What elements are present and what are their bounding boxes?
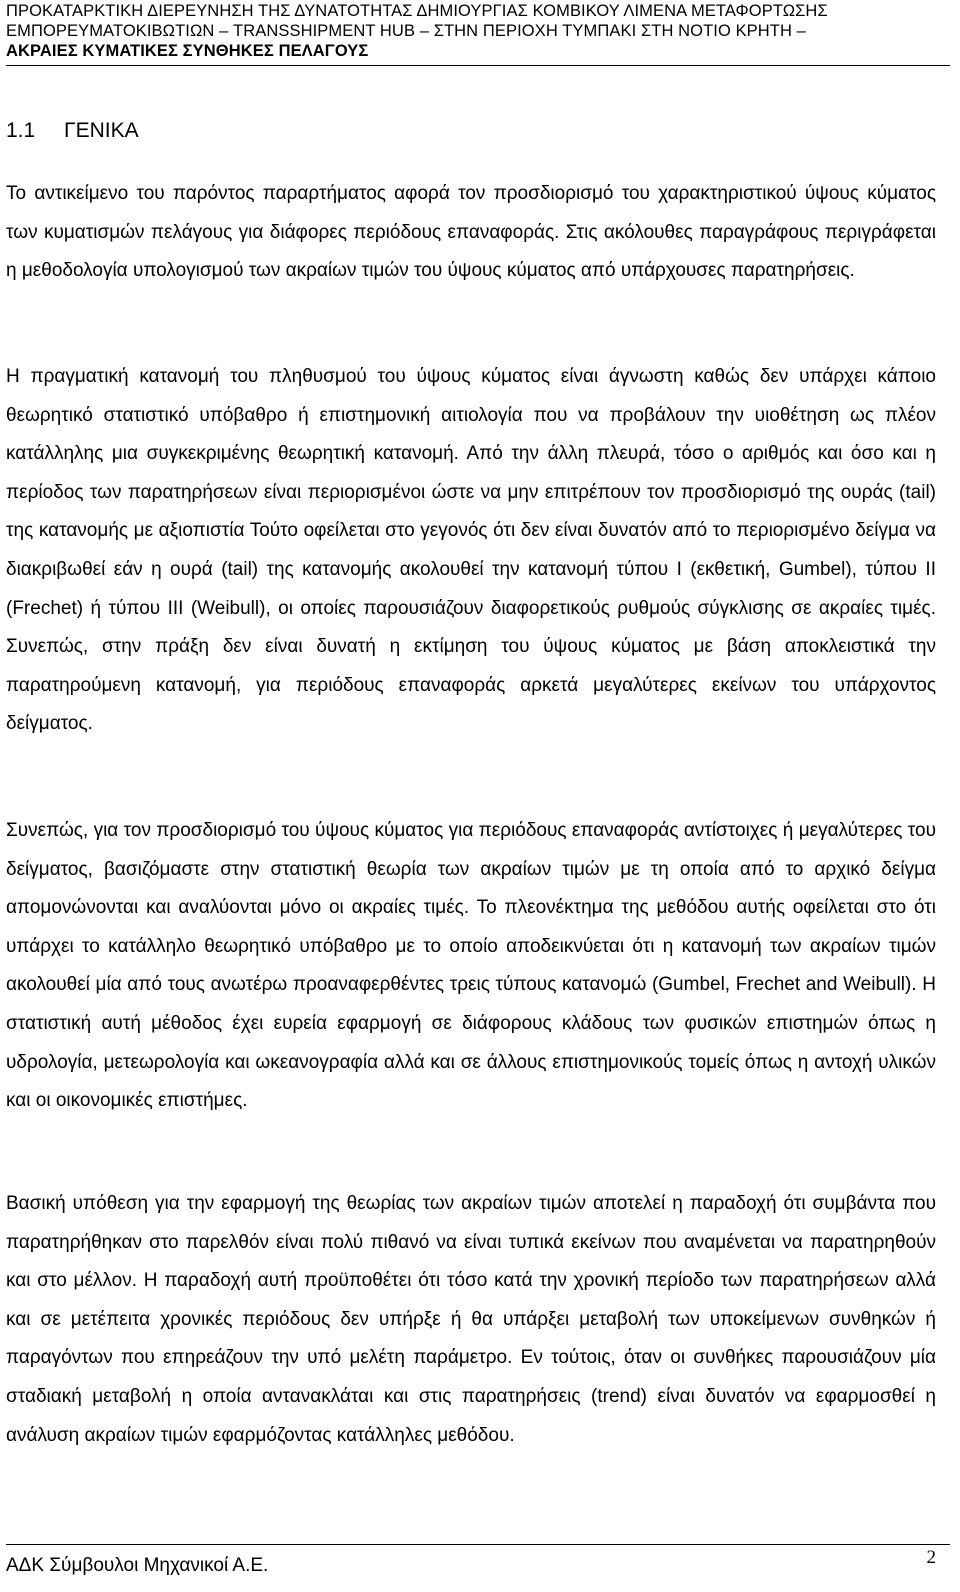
section-title: ΓΕΝΙΚΑ	[64, 119, 139, 142]
header-subtitle: ΑΚΡΑΙΕΣ ΚΥΜΑΤΙΚΕΣ ΣΥΝΘΗΚΕΣ ΠΕΛΑΓΟΥΣ	[6, 42, 369, 60]
paragraph-intro: Το αντικείμενο του παρόντος παραρτήματος αφορά τον προσδιορισμό του χαρακτηριστικού ύψους κύματος των κυματισμών πελάγους για διάφορες περιόδους επαναφοράς. Στις ακόλουθες παραγράφους περιγράφεται η μεθοδολογία υπολογισμού των ακραίων τιμών του ύψους κύματος από υπάρχουσες παρατηρήσεις.	[6, 183, 936, 282]
page-number: 2	[926, 1547, 936, 1568]
page-header	[6, 1, 950, 66]
paragraph-basic-assumption: Βασική υπόθεση για την εφαρμογή της θεωρίας των ακραίων τιμών αποτελεί η παραδοχή ότι συμβάντα που παρατηρήθηκαν στο παρελθόν είναι πολύ πιθανό να είναι τυπικά εκείνων που αναμένεται να παρατηρηθούν και στο μέλλον. Η παραδοχή αυτή προϋποθέτει ότι τόσο κατά την χρονική περίοδο των παρατηρήσεων αλλά και σε μετέπειτα χρονικές περιόδους δεν υπήρξε ή θα υπάρξει μεταβολή των υποκείμενων συνθηκών ή παραγόντων που επηρεάζουν την υπό μελέτη παράμετρο. Εν τούτοις, όταν οι συνθήκες παρουσιάζουν μία σταδιακή μεταβολή η οποία αντανακλάται και στις παρατηρήσεις (trend) είναι δυνατόν να εφαρμοσθεί η ανάλυση ακραίων τιμών εφαρμόζοντας κατάλληλες μεθόδου.	[6, 1193, 936, 1446]
paragraph-distribution: Η πραγματική κατανομή του πληθυσμού του ύψους κύματος είναι άγνωστη καθώς δεν υπάρχει κάποιο θεωρητικό στατιστικό υπόβαθρο ή επιστημονική αιτιολογία που να προβάλουν την υιοθέτηση ως πλέον κατάλληλης μια συγκεκριμένης θεωρητική κατανομή. Από την άλλη πλευρά, τόσο ο αριθμός και όσο και η περίοδος των παρατηρήσεων είναι περιορισμένοι ώστε να μην επιτρέπουν τον προσδιορισμό της ουράς (tail) της κατανομής με αξιοπιστία Τούτο οφείλεται στο γεγονός ότι δεν είναι δυνατόν από το περιορισμένο δείγμα να διακριβωθεί εάν η ουρά (tail) της κατανομής ακολουθεί την κατανομή τύπου Ι (εκθετική, Gumbel), τύπου ΙΙ (Frechet) ή τύπου ΙΙΙ (Weibull), οι οποίες παρουσιάζουν διαφορετικούς ρυθμούς σύγκλισης σε ακραίες τιμές. Συνεπώς, στην πράξη δεν είναι δυνατή η εκτίμηση του ύψους κύματος με βάση αποκλειστικά την παρατηρούμενη κατανομή, για περιόδους επαναφοράς αρκετά μεγαλύτερες εκείνων του υπάρχοντος δείγματος.	[6, 366, 936, 735]
header-title-line-2: ΕΜΠΟΡΕΥΜΑΤΟΚΙΒΩΤΙΩΝ – TRANSSHIPMENT HUB – ΣΤΗΝ ΠΕΡΙΟΧΗ ΤΥΜΠΑΚΙ ΣΤΗ ΝΟΤΙΟ ΚΡΗΤΗ –	[6, 22, 806, 40]
footer-company-name: ΑΔΚ Σύμβουλοι Μηχανικοί Α.Ε.	[6, 1555, 269, 1576]
section-heading	[6, 118, 139, 144]
section-number: 1.1	[6, 119, 36, 142]
paragraph-extreme-value-theory: Συνεπώς, για τον προσδιορισμό του ύψους κύματος για περιόδους επαναφοράς αντίστοιχες ή μεγαλύτερες του δείγματος, βασιζόμαστε στην στατιστική θεωρία των ακραίων τιμών με τη οποία από το αρχικό δείγμα απομονώνονται και αναλύονται μόνο οι ακραίες τιμές. Το πλεονέκτημα της μεθόδου αυτής οφείλεται στο ότι υπάρχει το κατάλληλο θεωρητικό υπόβαθρο με το οποίο αποδεικνύεται ότι η κατανομή των ακραίων τιμών ακολουθεί μία από τους ανωτέρω προαναφερθέντες τρεις τύπους κατανομώ (Gumbel, Frechet and Weibull). Η στατιστική αυτή μέθοδος έχει ευρεία εφαρμογή σε διάφορους κλάδους των φυσικών επιστημών όπως η υδρολογία, μετεωρολογία και ωκεανογραφία αλλά και σε άλλους επιστημονικούς τομείς όπως η αντοχή υλικών και οι οικονομικές επιστήμες.	[6, 820, 936, 1112]
header-title-line-1: ΠΡΟΚΑΤΑΡΚΤΙΚΗ ΔΙΕΡΕΥΝΗΣΗ ΤΗΣ ΔΥΝΑΤΟΤΗΤΑΣ ΔΗΜΙΟΥΡΓΙΑΣ ΚΟΜΒΙΚΟΥ ΛΙΜΕΝΑ ΜΕΤΑΦΟΡΤΩΣΗΣ	[6, 2, 828, 20]
page-footer	[6, 1544, 950, 1589]
